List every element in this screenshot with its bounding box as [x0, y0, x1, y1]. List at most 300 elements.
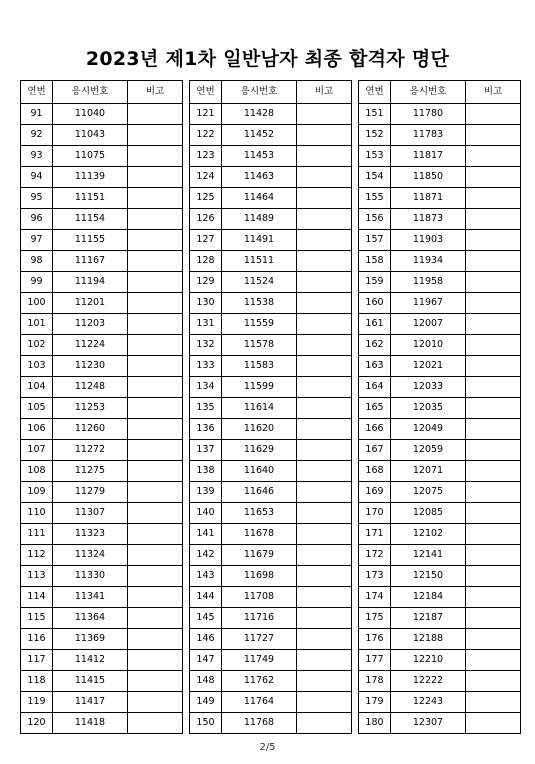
table-row — [190, 356, 352, 377]
table-row — [359, 125, 521, 146]
cell-seq: 179 — [359, 692, 391, 713]
cell-exam-no: 11768 — [222, 713, 297, 734]
cell-seq: 113 — [21, 566, 53, 587]
cell-seq: 108 — [21, 461, 53, 482]
cell-note — [297, 293, 352, 314]
cell-seq: 107 — [21, 440, 53, 461]
cell-note — [128, 398, 183, 419]
roster-tables — [20, 80, 520, 732]
header-note: 비고 — [466, 81, 521, 104]
header-note: 비고 — [297, 81, 352, 104]
cell-seq: 100 — [21, 293, 53, 314]
table-row — [21, 419, 183, 440]
cell-seq: 110 — [21, 503, 53, 524]
cell-seq: 125 — [190, 188, 222, 209]
cell-note — [466, 104, 521, 125]
cell-exam-no: 11698 — [222, 566, 297, 587]
cell-note — [128, 440, 183, 461]
cell-seq: 140 — [190, 503, 222, 524]
cell-note — [128, 356, 183, 377]
cell-seq: 171 — [359, 524, 391, 545]
cell-exam-no: 11491 — [222, 230, 297, 251]
cell-exam-no: 11139 — [53, 167, 128, 188]
cell-exam-no: 11151 — [53, 188, 128, 209]
cell-exam-no: 12021 — [391, 356, 466, 377]
cell-exam-no: 12075 — [391, 482, 466, 503]
cell-exam-no: 11341 — [53, 587, 128, 608]
table-row — [359, 650, 521, 671]
cell-seq: 137 — [190, 440, 222, 461]
table-row — [359, 503, 521, 524]
cell-exam-no: 11075 — [53, 146, 128, 167]
cell-exam-no: 11679 — [222, 545, 297, 566]
table-row — [190, 503, 352, 524]
header-note: 비고 — [128, 81, 183, 104]
cell-seq: 91 — [21, 104, 53, 125]
cell-note — [466, 713, 521, 734]
cell-seq: 109 — [21, 482, 53, 503]
table-row — [21, 650, 183, 671]
table-row — [359, 419, 521, 440]
table-row — [359, 293, 521, 314]
cell-note — [466, 188, 521, 209]
cell-seq: 101 — [21, 314, 53, 335]
table-row — [21, 398, 183, 419]
cell-exam-no: 11040 — [53, 104, 128, 125]
cell-seq: 128 — [190, 251, 222, 272]
cell-seq: 153 — [359, 146, 391, 167]
cell-exam-no: 11967 — [391, 293, 466, 314]
table-row — [190, 713, 352, 734]
cell-note — [466, 167, 521, 188]
table-row — [21, 524, 183, 545]
cell-note — [466, 335, 521, 356]
table-row — [359, 356, 521, 377]
cell-exam-no: 11043 — [53, 125, 128, 146]
cell-note — [128, 104, 183, 125]
cell-exam-no: 11489 — [222, 209, 297, 230]
cell-note — [297, 524, 352, 545]
cell-exam-no: 11538 — [222, 293, 297, 314]
cell-seq: 161 — [359, 314, 391, 335]
cell-exam-no: 11272 — [53, 440, 128, 461]
cell-exam-no: 12188 — [391, 629, 466, 650]
cell-note — [466, 209, 521, 230]
cell-note — [466, 419, 521, 440]
cell-exam-no: 12071 — [391, 461, 466, 482]
cell-seq: 131 — [190, 314, 222, 335]
table-row — [190, 314, 352, 335]
header-seq: 연번 — [21, 81, 53, 104]
cell-seq: 94 — [21, 167, 53, 188]
cell-note — [297, 146, 352, 167]
cell-note — [128, 314, 183, 335]
cell-seq: 166 — [359, 419, 391, 440]
cell-exam-no: 12007 — [391, 314, 466, 335]
cell-exam-no: 11614 — [222, 398, 297, 419]
cell-note — [466, 440, 521, 461]
cell-note — [128, 650, 183, 671]
table-row — [21, 335, 183, 356]
table-row — [21, 566, 183, 587]
cell-note — [128, 230, 183, 251]
cell-exam-no: 12059 — [391, 440, 466, 461]
cell-exam-no: 11511 — [222, 251, 297, 272]
table-row — [190, 230, 352, 251]
cell-seq: 129 — [190, 272, 222, 293]
cell-note — [297, 251, 352, 272]
cell-exam-no: 11230 — [53, 356, 128, 377]
cell-exam-no: 11599 — [222, 377, 297, 398]
table-row — [21, 671, 183, 692]
cell-note — [466, 398, 521, 419]
cell-seq: 139 — [190, 482, 222, 503]
cell-note — [297, 356, 352, 377]
cell-exam-no: 11463 — [222, 167, 297, 188]
cell-seq: 180 — [359, 713, 391, 734]
cell-seq: 120 — [21, 713, 53, 734]
cell-note — [297, 377, 352, 398]
cell-note — [466, 314, 521, 335]
cell-seq: 149 — [190, 692, 222, 713]
cell-exam-no: 11762 — [222, 671, 297, 692]
cell-note — [128, 692, 183, 713]
table-row — [21, 692, 183, 713]
table-row — [190, 440, 352, 461]
cell-exam-no: 11708 — [222, 587, 297, 608]
cell-exam-no: 11323 — [53, 524, 128, 545]
table-row — [359, 335, 521, 356]
roster-table-2 — [189, 80, 352, 734]
cell-exam-no: 11873 — [391, 209, 466, 230]
table-header-row — [190, 81, 352, 104]
cell-exam-no: 11369 — [53, 629, 128, 650]
cell-seq: 174 — [359, 587, 391, 608]
cell-note — [466, 230, 521, 251]
cell-seq: 99 — [21, 272, 53, 293]
cell-note — [297, 125, 352, 146]
cell-note — [466, 629, 521, 650]
cell-note — [128, 713, 183, 734]
table-row — [21, 104, 183, 125]
cell-exam-no: 11167 — [53, 251, 128, 272]
cell-seq: 172 — [359, 545, 391, 566]
table-row — [359, 272, 521, 293]
cell-seq: 118 — [21, 671, 53, 692]
table-row — [21, 125, 183, 146]
cell-seq: 133 — [190, 356, 222, 377]
cell-note — [128, 125, 183, 146]
table-row — [359, 482, 521, 503]
table-row — [21, 230, 183, 251]
cell-note — [297, 671, 352, 692]
cell-exam-no: 12085 — [391, 503, 466, 524]
cell-seq: 127 — [190, 230, 222, 251]
cell-exam-no: 12222 — [391, 671, 466, 692]
cell-seq: 147 — [190, 650, 222, 671]
cell-seq: 155 — [359, 188, 391, 209]
cell-seq: 92 — [21, 125, 53, 146]
cell-exam-no: 12210 — [391, 650, 466, 671]
cell-seq: 115 — [21, 608, 53, 629]
cell-note — [297, 461, 352, 482]
cell-exam-no: 11324 — [53, 545, 128, 566]
table-row — [190, 398, 352, 419]
cell-seq: 159 — [359, 272, 391, 293]
table-row — [21, 146, 183, 167]
cell-exam-no: 11453 — [222, 146, 297, 167]
cell-seq: 145 — [190, 608, 222, 629]
page-number: 2/5 — [259, 742, 276, 753]
cell-note — [128, 272, 183, 293]
table-row — [190, 209, 352, 230]
cell-exam-no: 12010 — [391, 335, 466, 356]
cell-note — [297, 314, 352, 335]
cell-note — [128, 545, 183, 566]
cell-note — [297, 209, 352, 230]
table-row — [359, 377, 521, 398]
cell-note — [466, 671, 521, 692]
table-row — [359, 398, 521, 419]
cell-exam-no: 11417 — [53, 692, 128, 713]
cell-seq: 144 — [190, 587, 222, 608]
cell-note — [466, 587, 521, 608]
cell-exam-no: 11279 — [53, 482, 128, 503]
cell-exam-no: 11307 — [53, 503, 128, 524]
table-row — [359, 314, 521, 335]
cell-exam-no: 11783 — [391, 125, 466, 146]
cell-note — [128, 419, 183, 440]
cell-exam-no: 11716 — [222, 608, 297, 629]
cell-note — [297, 566, 352, 587]
cell-note — [128, 608, 183, 629]
table-row — [359, 524, 521, 545]
table-row — [359, 587, 521, 608]
cell-seq: 168 — [359, 461, 391, 482]
cell-exam-no: 11958 — [391, 272, 466, 293]
cell-note — [128, 566, 183, 587]
cell-exam-no: 11203 — [53, 314, 128, 335]
cell-exam-no: 11764 — [222, 692, 297, 713]
table-row — [21, 545, 183, 566]
cell-exam-no: 11578 — [222, 335, 297, 356]
table-row — [21, 167, 183, 188]
cell-note — [297, 692, 352, 713]
cell-seq: 121 — [190, 104, 222, 125]
cell-exam-no: 11253 — [53, 398, 128, 419]
cell-seq: 132 — [190, 335, 222, 356]
table-row — [359, 230, 521, 251]
cell-seq: 177 — [359, 650, 391, 671]
table-row — [21, 293, 183, 314]
table-row — [21, 188, 183, 209]
cell-seq: 93 — [21, 146, 53, 167]
table-row — [190, 104, 352, 125]
cell-exam-no: 12150 — [391, 566, 466, 587]
cell-seq: 111 — [21, 524, 53, 545]
table-row — [190, 419, 352, 440]
cell-note — [466, 545, 521, 566]
table-row — [21, 461, 183, 482]
cell-note — [297, 419, 352, 440]
cell-note — [297, 398, 352, 419]
cell-note — [466, 293, 521, 314]
cell-exam-no: 12035 — [391, 398, 466, 419]
table-row — [359, 545, 521, 566]
table-row — [190, 692, 352, 713]
table-row — [190, 167, 352, 188]
table-row — [359, 167, 521, 188]
cell-note — [297, 608, 352, 629]
table-row — [190, 608, 352, 629]
cell-exam-no: 11415 — [53, 671, 128, 692]
cell-exam-no: 12307 — [391, 713, 466, 734]
cell-note — [297, 545, 352, 566]
cell-seq: 152 — [359, 125, 391, 146]
cell-seq: 124 — [190, 167, 222, 188]
cell-exam-no: 11629 — [222, 440, 297, 461]
cell-exam-no: 12243 — [391, 692, 466, 713]
cell-exam-no: 11201 — [53, 293, 128, 314]
page-title: 2023년 제1차 일반남자 최종 합격자 명단 — [85, 48, 450, 70]
cell-seq: 170 — [359, 503, 391, 524]
cell-seq: 138 — [190, 461, 222, 482]
cell-seq: 122 — [190, 125, 222, 146]
cell-seq: 178 — [359, 671, 391, 692]
cell-note — [466, 524, 521, 545]
cell-exam-no: 11749 — [222, 650, 297, 671]
table-row — [21, 587, 183, 608]
table-row — [21, 482, 183, 503]
roster-table-3 — [358, 80, 521, 734]
cell-note — [128, 671, 183, 692]
cell-exam-no: 12102 — [391, 524, 466, 545]
cell-exam-no: 11850 — [391, 167, 466, 188]
cell-seq: 150 — [190, 713, 222, 734]
cell-seq: 117 — [21, 650, 53, 671]
header-seq: 연번 — [359, 81, 391, 104]
cell-note — [466, 650, 521, 671]
cell-note — [466, 146, 521, 167]
cell-seq: 96 — [21, 209, 53, 230]
cell-note — [297, 713, 352, 734]
cell-seq: 173 — [359, 566, 391, 587]
table-header-row — [21, 81, 183, 104]
cell-exam-no: 11678 — [222, 524, 297, 545]
table-row — [359, 440, 521, 461]
table-row — [190, 293, 352, 314]
cell-exam-no: 11224 — [53, 335, 128, 356]
cell-note — [297, 440, 352, 461]
cell-exam-no: 11934 — [391, 251, 466, 272]
cell-seq: 141 — [190, 524, 222, 545]
table-row — [21, 440, 183, 461]
cell-exam-no: 11646 — [222, 482, 297, 503]
cell-exam-no: 11330 — [53, 566, 128, 587]
cell-note — [128, 377, 183, 398]
cell-exam-no: 11524 — [222, 272, 297, 293]
cell-seq: 102 — [21, 335, 53, 356]
table-row — [359, 209, 521, 230]
cell-exam-no: 11275 — [53, 461, 128, 482]
table-row — [359, 188, 521, 209]
cell-note — [128, 146, 183, 167]
cell-note — [297, 188, 352, 209]
cell-note — [466, 377, 521, 398]
cell-seq: 151 — [359, 104, 391, 125]
cell-exam-no: 11620 — [222, 419, 297, 440]
table-row — [21, 377, 183, 398]
header-exam-no: 응시번호 — [53, 81, 128, 104]
table-row — [21, 356, 183, 377]
cell-note — [297, 503, 352, 524]
cell-note — [128, 482, 183, 503]
cell-seq: 130 — [190, 293, 222, 314]
cell-note — [128, 251, 183, 272]
cell-seq: 164 — [359, 377, 391, 398]
cell-seq: 176 — [359, 629, 391, 650]
table-row — [359, 692, 521, 713]
table-row — [21, 713, 183, 734]
cell-seq: 95 — [21, 188, 53, 209]
header-exam-no: 응시번호 — [391, 81, 466, 104]
cell-exam-no: 11155 — [53, 230, 128, 251]
table-row — [21, 251, 183, 272]
cell-exam-no: 11903 — [391, 230, 466, 251]
header-exam-no: 응시번호 — [222, 81, 297, 104]
table-row — [21, 608, 183, 629]
cell-note — [466, 356, 521, 377]
cell-note — [466, 692, 521, 713]
cell-seq: 98 — [21, 251, 53, 272]
cell-note — [297, 629, 352, 650]
cell-note — [297, 272, 352, 293]
cell-seq: 157 — [359, 230, 391, 251]
cell-note — [297, 104, 352, 125]
table-row — [21, 314, 183, 335]
cell-seq: 112 — [21, 545, 53, 566]
table-row — [21, 629, 183, 650]
cell-note — [128, 629, 183, 650]
table-row — [190, 335, 352, 356]
table-row — [190, 566, 352, 587]
table-row — [190, 524, 352, 545]
cell-exam-no: 11583 — [222, 356, 297, 377]
cell-note — [297, 230, 352, 251]
cell-exam-no: 12033 — [391, 377, 466, 398]
cell-seq: 148 — [190, 671, 222, 692]
table-row — [359, 608, 521, 629]
cell-note — [297, 650, 352, 671]
cell-exam-no: 11194 — [53, 272, 128, 293]
cell-seq: 146 — [190, 629, 222, 650]
table-row — [359, 461, 521, 482]
cell-note — [297, 482, 352, 503]
table-row — [190, 272, 352, 293]
table-row — [190, 650, 352, 671]
cell-note — [128, 293, 183, 314]
table-row — [190, 629, 352, 650]
table-row — [21, 503, 183, 524]
cell-exam-no: 11154 — [53, 209, 128, 230]
table-row — [190, 671, 352, 692]
cell-note — [466, 608, 521, 629]
cell-note — [128, 167, 183, 188]
table-row — [21, 209, 183, 230]
cell-seq: 162 — [359, 335, 391, 356]
cell-seq: 143 — [190, 566, 222, 587]
cell-seq: 103 — [21, 356, 53, 377]
